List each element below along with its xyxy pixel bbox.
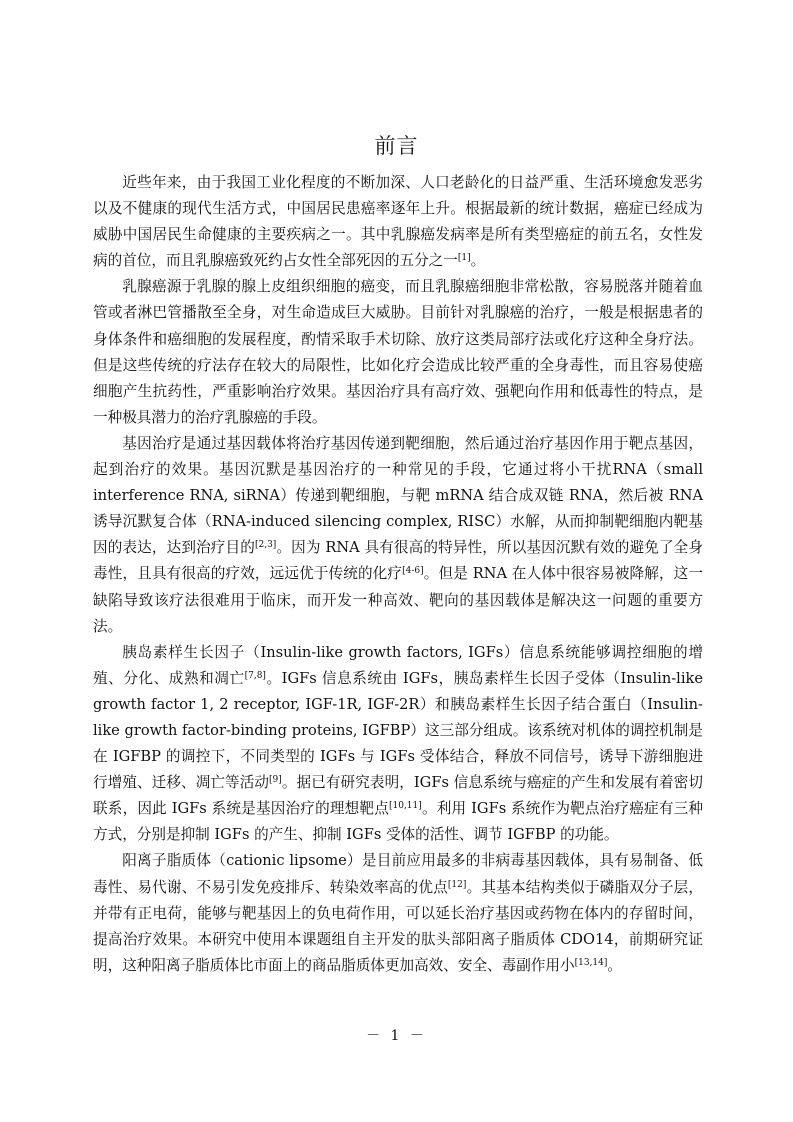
text-run: 阳离子脂质体（cationic lipsome）是目前应用最多的非病毒基因载体，具有易制备、低毒性、易代谢、不易引发免疫排斥、转染效率高的优点 <box>93 852 703 896</box>
citation: [13,14] <box>574 957 608 968</box>
paragraph <box>93 848 703 978</box>
text-run: 近些年来，由于我国工业化程度的不断加深、人口老龄化的日益严重、生活环境愈发恶劣以及不健康的现代生活方式，中国居民患癌率逐年上升。根据最新的统计数据，癌症已经成为威胁中国居民生命健康的主要疾病之一。其中乳腺癌发病率是所有类型癌症的前五名，女性发病的首位，而且乳腺癌致死约占女性全部死因的五分之一 <box>93 174 703 270</box>
citation: [12] <box>447 879 467 890</box>
text-run: 。 <box>607 956 623 974</box>
page-title: 前言 <box>374 134 419 159</box>
paragraph <box>93 274 703 431</box>
citation: [10,11] <box>388 801 422 812</box>
text-run: 。但是 RNA 在人体中很容易被降解，这一缺陷导致该疗法很难用于临床，而开发一种高效、靶向的基因载体是解决这一问题的重要方法。 <box>93 565 703 635</box>
text-run: 。IGFs 信息系统由 IGFs，胰岛素样生长因子受体（Insulin-like growth factor 1, 2 receptor, IGF-1R, IGF-2R）和胰岛素样生长因子结合蛋白（Insulin-like growth factor-binding proteins, IGFBP）这三部分组成。该系统对机体的调控机制是在 IGFBP 的调控下，不同类型的 IGFs 与 IGFs 受体结合，释放不同信号，诱导下游细胞进行增殖、迁移、凋亡等活动 <box>93 669 703 792</box>
text-run: 。因为 RNA 具有很高的特异性，所以基因沉默有效的避免了全身毒性，且具有很高的疗效，远远优于传统的化疗 <box>93 539 703 583</box>
text-run: 。 <box>470 252 486 270</box>
body-text <box>93 170 703 979</box>
citation: [2,3] <box>254 540 277 551</box>
text-run: 。其基本结构类似于磷脂双分子层，并带有正电荷，能够与靶基因上的负电荷作用，可以延长治疗基因或药物在体内的存留时间，提高治疗效果。本研究中使用本课题组自主开发的肽头部阳离子脂质体 CDO14，前期研究证明，这种阳离子脂质体比市面上的商品脂质体更加高效、安全、毒副作用小 <box>93 878 703 974</box>
paragraph <box>93 431 703 640</box>
citation: [4-6] <box>402 566 424 577</box>
text-run: 。利用 IGFs 系统作为靶点治疗癌症有三种方式，分别是抑制 IGFs 的产生、抑制 IGFs 受体的活性、调节 IGFBP 的功能。 <box>93 800 703 844</box>
citation: [7,8] <box>244 670 266 681</box>
text-run: 基因治疗是通过基因载体将治疗基因传递到靶细胞，然后通过治疗基因作用于靶点基因，起到治疗的效果。基因沉默是基因治疗的一种常见的手段，它通过将小干扰RNA（small interference RNA, siRNA）传递到靶细胞，与靶 mRNA 结合成双链 RNA，然后被 RNA 诱导沉默复合体（RNA-induced silencing complex, RISC）水解，从而抑制靶细胞内靶基因的表达，达到治疗目的 <box>93 434 703 557</box>
paragraph <box>93 640 703 849</box>
citation: [9] <box>269 775 282 786</box>
text-run: 胰岛素样生长因子（Insulin-like growth factors, IGFs）信息系统能够调控细胞的增殖、分化、成熟和凋亡 <box>93 643 703 687</box>
paragraph <box>93 170 703 274</box>
text-run: 乳腺癌源于乳腺的腺上皮组织细胞的癌变，而且乳腺癌细胞非常松散，容易脱落并随着血管或者淋巴管播散至全身，对生命造成巨大威胁。目前针对乳腺癌的治疗，一般是根据患者的身体条件和癌细胞的发展程度，酌情采取手术切除、放疗这类局部疗法或化疗这种全身疗法。但是这些传统的疗法存在较大的局限性，比如化疗会造成比较严重的全身毒性，而且容易使癌细胞产生抗药性，严重影响治疗效果。基因治疗具有高疗效、强靶向作用和低毒性的特点，是一种极具潜力的治疗乳腺癌的手段。 <box>93 278 703 426</box>
page-number: － 1 － <box>366 1028 427 1044</box>
citation: [1] <box>457 253 471 264</box>
text-run: 。据已有研究表明，IGFs 信息系统与癌症的产生和发展有着密切联系，因此 IGFs 系统是基因治疗的理想靶点 <box>93 774 703 818</box>
